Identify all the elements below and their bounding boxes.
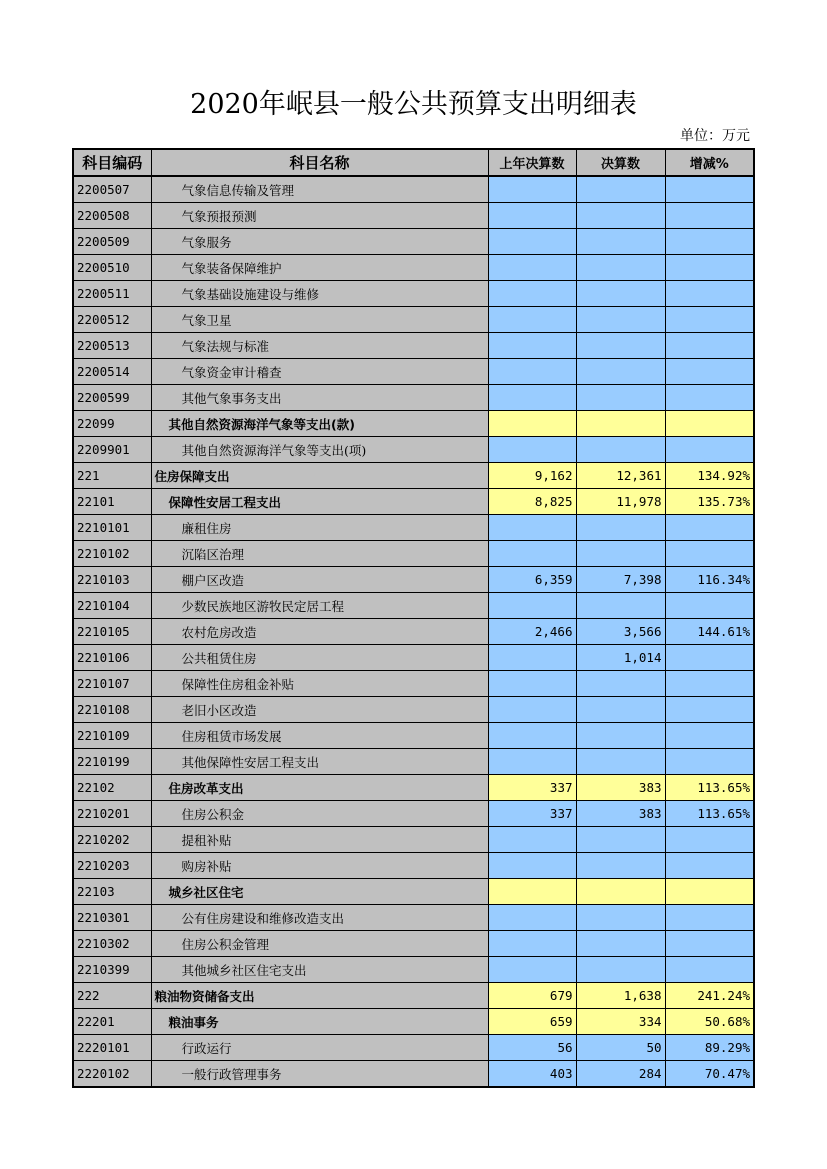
table-row xyxy=(73,1061,754,1088)
prev-year-value-cell xyxy=(488,749,576,775)
name-cell: 住房公积金管理 xyxy=(151,931,488,957)
change-percent-cell xyxy=(665,723,754,749)
header-row xyxy=(73,149,754,176)
code-cell: 2200514 xyxy=(73,359,151,385)
table-row xyxy=(73,931,754,957)
prev-year-value-cell: 337 xyxy=(488,801,576,827)
code-cell: 2210104 xyxy=(73,593,151,619)
table-row xyxy=(73,255,754,281)
final-value-cell xyxy=(576,827,665,853)
prev-year-value-cell xyxy=(488,203,576,229)
code-cell: 22101 xyxy=(73,489,151,515)
code-cell: 2210302 xyxy=(73,931,151,957)
name-cell: 城乡社区住宅 xyxy=(151,879,488,905)
prev-year-value-cell xyxy=(488,359,576,385)
table-row xyxy=(73,463,754,489)
code-cell: 2200510 xyxy=(73,255,151,281)
final-value-cell: 383 xyxy=(576,775,665,801)
table-body xyxy=(73,176,754,1087)
prev-year-value-cell xyxy=(488,255,576,281)
code-cell: 2210301 xyxy=(73,905,151,931)
name-cell: 保障性住房租金补贴 xyxy=(151,671,488,697)
final-value-cell: 334 xyxy=(576,1009,665,1035)
name-cell: 气象信息传输及管理 xyxy=(151,176,488,203)
name-cell: 购房补贴 xyxy=(151,853,488,879)
change-percent-cell xyxy=(665,203,754,229)
code-cell: 2200512 xyxy=(73,307,151,333)
change-percent-cell xyxy=(665,281,754,307)
prev-year-value-cell xyxy=(488,931,576,957)
code-cell: 2210201 xyxy=(73,801,151,827)
code-cell: 2209901 xyxy=(73,437,151,463)
table-row xyxy=(73,229,754,255)
header-final: 决算数 xyxy=(576,149,665,176)
code-cell: 22099 xyxy=(73,411,151,437)
change-percent-cell xyxy=(665,905,754,931)
table-row xyxy=(73,723,754,749)
code-cell: 22201 xyxy=(73,1009,151,1035)
change-percent-cell xyxy=(665,645,754,671)
header-prev-year: 上年决算数 xyxy=(488,149,576,176)
name-cell: 公有住房建设和维修改造支出 xyxy=(151,905,488,931)
table-row xyxy=(73,359,754,385)
prev-year-value-cell xyxy=(488,671,576,697)
code-cell: 2210103 xyxy=(73,567,151,593)
change-percent-cell: 89.29% xyxy=(665,1035,754,1061)
final-value-cell xyxy=(576,229,665,255)
prev-year-value-cell: 56 xyxy=(488,1035,576,1061)
change-percent-cell xyxy=(665,176,754,203)
final-value-cell xyxy=(576,697,665,723)
prev-year-value-cell xyxy=(488,411,576,437)
final-value-cell xyxy=(576,905,665,931)
code-cell: 2200509 xyxy=(73,229,151,255)
name-cell: 保障性安居工程支出 xyxy=(151,489,488,515)
prev-year-value-cell xyxy=(488,905,576,931)
name-cell: 气象法规与标准 xyxy=(151,333,488,359)
code-cell: 2210101 xyxy=(73,515,151,541)
prev-year-value-cell xyxy=(488,879,576,905)
code-cell: 2210109 xyxy=(73,723,151,749)
name-cell: 沉陷区治理 xyxy=(151,541,488,567)
prev-year-value-cell xyxy=(488,281,576,307)
change-percent-cell xyxy=(665,229,754,255)
name-cell: 气象装备保障维护 xyxy=(151,255,488,281)
name-cell: 棚户区改造 xyxy=(151,567,488,593)
code-cell: 2200599 xyxy=(73,385,151,411)
name-cell: 其他自然资源海洋气象等支出(项) xyxy=(151,437,488,463)
change-percent-cell: 135.73% xyxy=(665,489,754,515)
prev-year-value-cell xyxy=(488,593,576,619)
header-name: 科目名称 xyxy=(151,149,488,176)
name-cell: 气象基础设施建设与维修 xyxy=(151,281,488,307)
change-percent-cell xyxy=(665,255,754,281)
table-row xyxy=(73,879,754,905)
table-row xyxy=(73,619,754,645)
code-cell: 2200513 xyxy=(73,333,151,359)
change-percent-cell xyxy=(665,359,754,385)
prev-year-value-cell: 9,162 xyxy=(488,463,576,489)
code-cell: 221 xyxy=(73,463,151,489)
name-cell: 气象资金审计稽查 xyxy=(151,359,488,385)
change-percent-cell xyxy=(665,437,754,463)
final-value-cell: 50 xyxy=(576,1035,665,1061)
table-row xyxy=(73,281,754,307)
change-percent-cell xyxy=(665,827,754,853)
name-cell: 其他城乡社区住宅支出 xyxy=(151,957,488,983)
final-value-cell xyxy=(576,879,665,905)
table-row xyxy=(73,515,754,541)
name-cell: 粮油物资储备支出 xyxy=(151,983,488,1009)
final-value-cell xyxy=(576,385,665,411)
header-code: 科目编码 xyxy=(73,149,151,176)
change-percent-cell xyxy=(665,879,754,905)
change-percent-cell: 113.65% xyxy=(665,801,754,827)
change-percent-cell xyxy=(665,385,754,411)
final-value-cell: 7,398 xyxy=(576,567,665,593)
name-cell: 住房改革支出 xyxy=(151,775,488,801)
final-value-cell xyxy=(576,359,665,385)
change-percent-cell: 134.92% xyxy=(665,463,754,489)
name-cell: 气象预报预测 xyxy=(151,203,488,229)
prev-year-value-cell xyxy=(488,827,576,853)
change-percent-cell xyxy=(665,931,754,957)
table-row xyxy=(73,437,754,463)
table-row xyxy=(73,749,754,775)
final-value-cell: 1,638 xyxy=(576,983,665,1009)
change-percent-cell: 241.24% xyxy=(665,983,754,1009)
prev-year-value-cell xyxy=(488,437,576,463)
final-value-cell: 1,014 xyxy=(576,645,665,671)
name-cell: 其他保障性安居工程支出 xyxy=(151,749,488,775)
prev-year-value-cell xyxy=(488,333,576,359)
prev-year-value-cell xyxy=(488,176,576,203)
table-row xyxy=(73,307,754,333)
final-value-cell xyxy=(576,307,665,333)
prev-year-value-cell xyxy=(488,385,576,411)
unit-label: 单位：万元 xyxy=(680,128,750,144)
name-cell: 行政运行 xyxy=(151,1035,488,1061)
prev-year-value-cell xyxy=(488,229,576,255)
code-cell: 2200507 xyxy=(73,176,151,203)
final-value-cell xyxy=(576,437,665,463)
final-value-cell: 3,566 xyxy=(576,619,665,645)
table-row xyxy=(73,827,754,853)
name-cell: 粮油事务 xyxy=(151,1009,488,1035)
change-percent-cell: 113.65% xyxy=(665,775,754,801)
code-cell: 2200508 xyxy=(73,203,151,229)
table-row xyxy=(73,176,754,203)
table-row xyxy=(73,203,754,229)
final-value-cell: 12,361 xyxy=(576,463,665,489)
final-value-cell xyxy=(576,176,665,203)
table-row xyxy=(73,645,754,671)
table-row xyxy=(73,489,754,515)
final-value-cell xyxy=(576,957,665,983)
change-percent-cell: 70.47% xyxy=(665,1061,754,1088)
name-cell: 老旧小区改造 xyxy=(151,697,488,723)
table-row xyxy=(73,567,754,593)
prev-year-value-cell: 337 xyxy=(488,775,576,801)
final-value-cell: 383 xyxy=(576,801,665,827)
prev-year-value-cell xyxy=(488,515,576,541)
final-value-cell xyxy=(576,931,665,957)
code-cell: 2210399 xyxy=(73,957,151,983)
prev-year-value-cell xyxy=(488,853,576,879)
final-value-cell: 11,978 xyxy=(576,489,665,515)
change-percent-cell: 116.34% xyxy=(665,567,754,593)
name-cell: 少数民族地区游牧民定居工程 xyxy=(151,593,488,619)
change-percent-cell xyxy=(665,515,754,541)
code-cell: 2210102 xyxy=(73,541,151,567)
prev-year-value-cell xyxy=(488,541,576,567)
name-cell: 提租补贴 xyxy=(151,827,488,853)
final-value-cell xyxy=(576,281,665,307)
name-cell: 气象卫星 xyxy=(151,307,488,333)
name-cell: 住房保障支出 xyxy=(151,463,488,489)
code-cell: 22103 xyxy=(73,879,151,905)
table-row xyxy=(73,411,754,437)
prev-year-value-cell: 403 xyxy=(488,1061,576,1088)
code-cell: 222 xyxy=(73,983,151,1009)
final-value-cell xyxy=(576,411,665,437)
name-cell: 一般行政管理事务 xyxy=(151,1061,488,1088)
name-cell: 廉租住房 xyxy=(151,515,488,541)
code-cell: 2220102 xyxy=(73,1061,151,1088)
final-value-cell xyxy=(576,333,665,359)
code-cell: 2210106 xyxy=(73,645,151,671)
prev-year-value-cell xyxy=(488,723,576,749)
prev-year-value-cell: 8,825 xyxy=(488,489,576,515)
final-value-cell xyxy=(576,203,665,229)
table-row xyxy=(73,905,754,931)
final-value-cell xyxy=(576,749,665,775)
table-row xyxy=(73,983,754,1009)
prev-year-value-cell xyxy=(488,307,576,333)
code-cell: 2220101 xyxy=(73,1035,151,1061)
page-title: 2020年岷县一般公共预算支出明细表 xyxy=(190,89,637,120)
change-percent-cell xyxy=(665,853,754,879)
code-cell: 2210107 xyxy=(73,671,151,697)
table-row xyxy=(73,1009,754,1035)
final-value-cell xyxy=(576,723,665,749)
prev-year-value-cell: 659 xyxy=(488,1009,576,1035)
final-value-cell xyxy=(576,593,665,619)
change-percent-cell xyxy=(665,593,754,619)
final-value-cell xyxy=(576,853,665,879)
change-percent-cell xyxy=(665,957,754,983)
header-change-percent: 增减% xyxy=(665,149,754,176)
code-cell: 2210108 xyxy=(73,697,151,723)
final-value-cell xyxy=(576,255,665,281)
change-percent-cell xyxy=(665,541,754,567)
table-row xyxy=(73,957,754,983)
table-row xyxy=(73,333,754,359)
table-row xyxy=(73,1035,754,1061)
table-row xyxy=(73,671,754,697)
name-cell: 公共租赁住房 xyxy=(151,645,488,671)
final-value-cell xyxy=(576,541,665,567)
name-cell: 其他自然资源海洋气象等支出(款) xyxy=(151,411,488,437)
change-percent-cell xyxy=(665,749,754,775)
code-cell: 2200511 xyxy=(73,281,151,307)
prev-year-value-cell xyxy=(488,957,576,983)
name-cell: 农村危房改造 xyxy=(151,619,488,645)
change-percent-cell: 144.61% xyxy=(665,619,754,645)
name-cell: 住房公积金 xyxy=(151,801,488,827)
change-percent-cell xyxy=(665,307,754,333)
code-cell: 22102 xyxy=(73,775,151,801)
prev-year-value-cell: 6,359 xyxy=(488,567,576,593)
table-row xyxy=(73,541,754,567)
change-percent-cell xyxy=(665,333,754,359)
table-row xyxy=(73,385,754,411)
final-value-cell xyxy=(576,515,665,541)
change-percent-cell xyxy=(665,671,754,697)
prev-year-value-cell xyxy=(488,645,576,671)
name-cell: 气象服务 xyxy=(151,229,488,255)
change-percent-cell xyxy=(665,411,754,437)
prev-year-value-cell: 679 xyxy=(488,983,576,1009)
budget-table xyxy=(72,148,755,1088)
change-percent-cell xyxy=(665,697,754,723)
name-cell: 住房租赁市场发展 xyxy=(151,723,488,749)
code-cell: 2210105 xyxy=(73,619,151,645)
code-cell: 2210199 xyxy=(73,749,151,775)
prev-year-value-cell xyxy=(488,697,576,723)
final-value-cell: 284 xyxy=(576,1061,665,1088)
final-value-cell xyxy=(576,671,665,697)
table-row xyxy=(73,697,754,723)
table-row xyxy=(73,853,754,879)
code-cell: 2210202 xyxy=(73,827,151,853)
table-row xyxy=(73,593,754,619)
code-cell: 2210203 xyxy=(73,853,151,879)
table-row xyxy=(73,801,754,827)
table-row xyxy=(73,775,754,801)
prev-year-value-cell: 2,466 xyxy=(488,619,576,645)
change-percent-cell: 50.68% xyxy=(665,1009,754,1035)
name-cell: 其他气象事务支出 xyxy=(151,385,488,411)
